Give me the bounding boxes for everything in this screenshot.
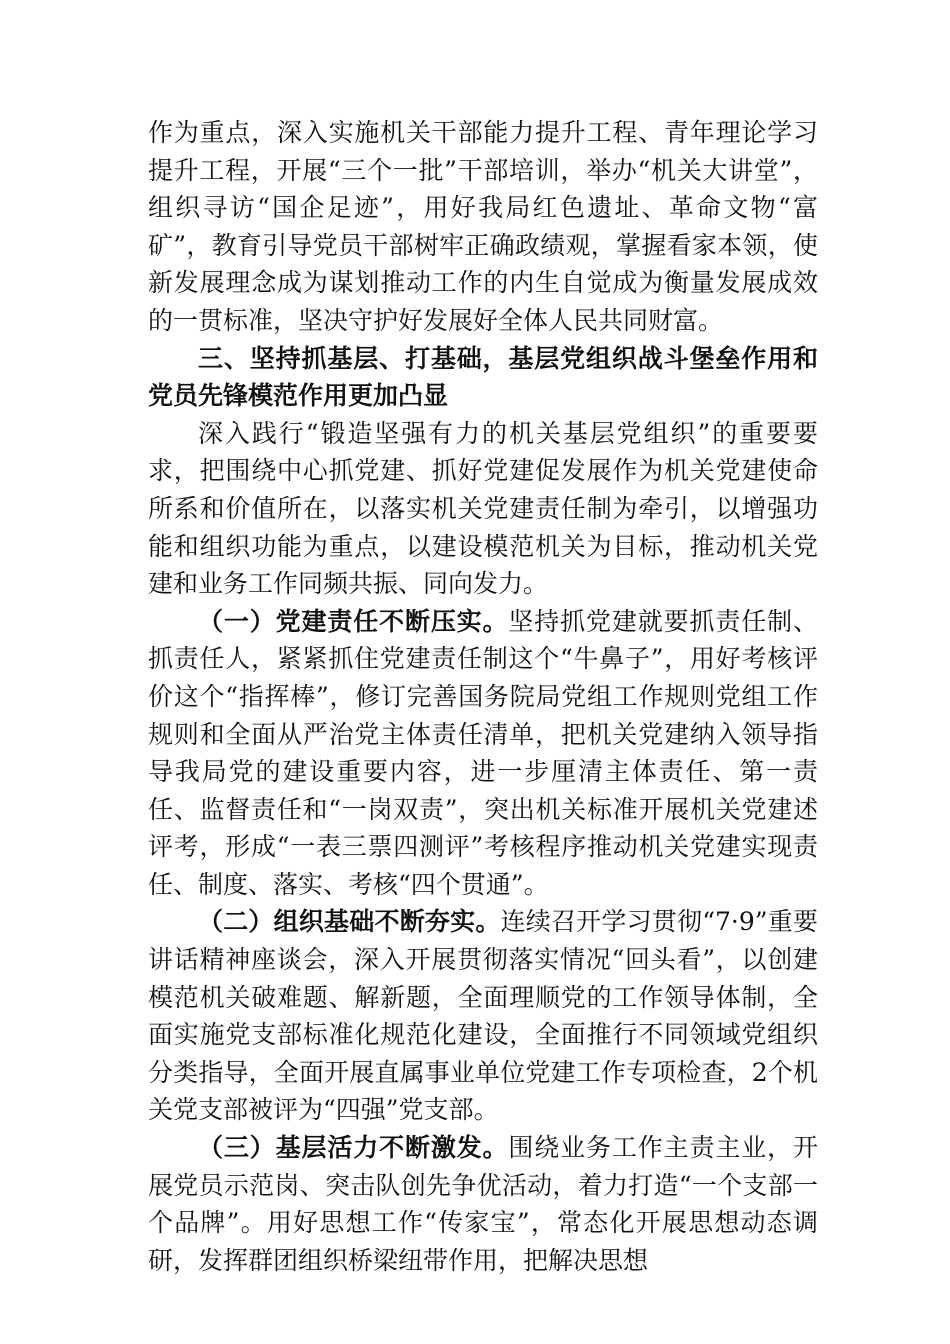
subsection-1-title: （一）党建责任不断压实。 (198, 606, 509, 636)
subsection-1-body: 坚持抓党建就要抓责任制、抓责任人，紧紧抓住党建责任制这个“牛鼻子”，用好考核评价这个“指挥棒”，修订完善国务院局党组工作规则党组工作规则和全面从严治党主体责任清单，把机关党建纳入领导指导我局党的建设重要内容，进一步厘清主体责任、第一责任、监督责任和“一岗双责”，突出机关标准开展机关党建述评考，形成“一表三票四测评”考核程序推动机关党建实现责任、制度、落实、考核“四个贯通”。 (148, 606, 818, 899)
subsection-3-title: （三）基层活力不断激发。 (198, 1133, 509, 1163)
subsection-3-body: 围绕业务工作主责主业，开展党员示范岗、突击队创先争优活动，着力打造“一个支部一个品牌”。用好思想工作“传家宝”，常态化开展思想动态调研，发挥群团组织桥梁纽带作用，把解决思想 (148, 1133, 818, 1275)
section-heading-3: 三、坚持抓基层、打基础，基层党组织战斗堡垒作用和党员先锋模范作用更加凸显 (148, 343, 818, 411)
paragraph-continued: 作为重点，深入实施机关干部能力提升工程、青年理论学习提升工程，开展“三个一批”干部培训，举办“机关大讲堂”，组织寻访“国企足迹”，用好我局红色遗址、革命文物“富矿”，教育引导党员干部树牢正确政绩观，掌握看家本领，使新发展理念成为谋划推动工作的内生自觉成为衡量发展成效的一贯标准，坚决守护好发展好全体人民共同财富。 (148, 118, 818, 335)
subsection-2-title: （二）组织基础不断夯实。 (198, 907, 501, 937)
paragraph-subsection-2 (148, 903, 818, 1129)
paragraph-subsection-3 (148, 1129, 818, 1279)
paragraph-subsection-1 (148, 603, 818, 904)
subsection-2-body: 连续召开学习贯彻“7·9”重要讲话精神座谈会，深入开展贯彻落实情况“回头看”，以创建模范机关破难题、解新题，全面理顺党的工作领导体制，全面实施党支部标准化规范化建设，全面推行不同领域党组织分类指导，全面开展直属事业单位党建工作专项检查，2个机关党支部被评为“四强”党支部。 (148, 907, 818, 1125)
document-body (148, 114, 818, 1279)
paragraph-intro: 深入践行“锻造坚强有力的机关基层党组织”的重要要求，把围绕中心抓党建、抓好党建促发展作为机关党建使命所系和价值所在，以落实机关党建责任制为牵引，以增强功能和组织功能为重点，以建设模范机关为目标，推动机关党建和业务工作同频共振、同向发力。 (148, 418, 818, 599)
